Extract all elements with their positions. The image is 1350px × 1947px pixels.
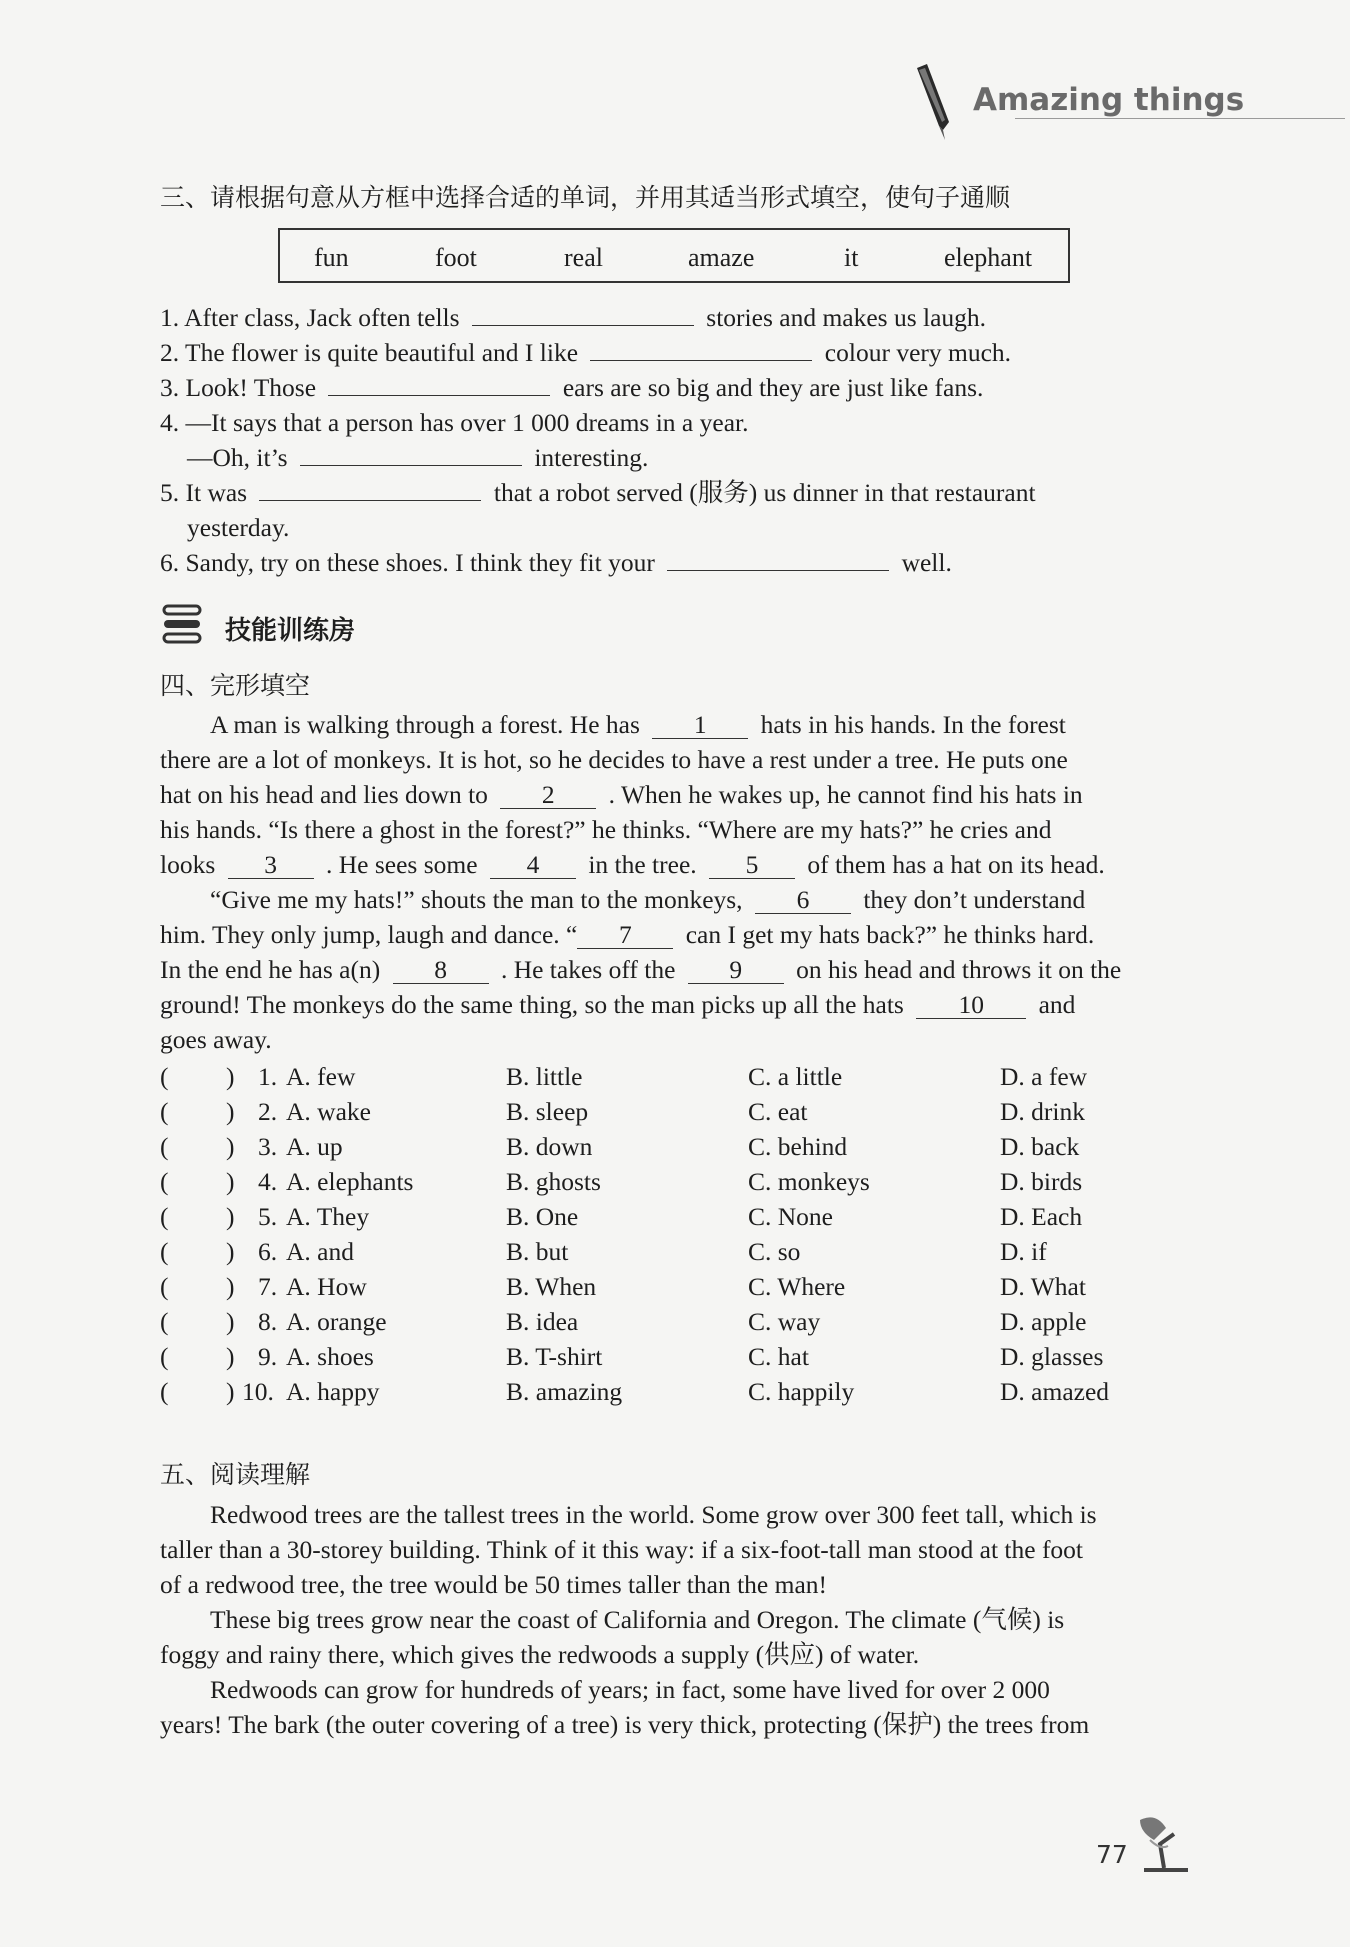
answer-bracket[interactable]: ( xyxy=(160,1167,169,1196)
answer-bracket[interactable]: ( xyxy=(160,1342,169,1371)
section-4-title: 四、完形填空 xyxy=(160,671,311,700)
answer-bracket[interactable]: ( xyxy=(160,1307,169,1336)
option-d[interactable]: D. a few xyxy=(1000,1062,1088,1091)
option-b[interactable]: B. idea xyxy=(506,1307,579,1336)
cloze-line: ground! The monkeys do the same thing, so the man picks up all the hats 10 and xyxy=(160,990,1076,1019)
option-a[interactable]: A. wake xyxy=(286,1097,371,1126)
option-a[interactable]: A. They xyxy=(286,1202,370,1231)
page-header xyxy=(905,62,1345,142)
option-d[interactable]: D. amazed xyxy=(1000,1377,1110,1406)
cloze-line: there are a lot of monkeys. It is hot, so he decides to have a rest under a tree. He puts one xyxy=(160,745,1068,774)
reading-line: taller than a 30-storey building. Think of it this way: if a six-foot-tall man stood at the foot xyxy=(160,1535,1084,1564)
option-d[interactable]: D. birds xyxy=(1000,1167,1083,1196)
reading-line: foggy and rainy there, which gives the redwoods a supply (供应) of water. xyxy=(160,1640,920,1669)
option-a[interactable]: A. few xyxy=(286,1062,356,1091)
option-d[interactable]: D. What xyxy=(1000,1272,1086,1301)
option-row: ( ) 2. A. wake B. sleep C. eat D. drink xyxy=(160,1097,1085,1126)
cloze-line: his hands. “Is there a ghost in the forest?” he thinks. “Where are my hats?” he cries and xyxy=(160,815,1052,844)
option-b[interactable]: B. but xyxy=(506,1237,569,1266)
cloze-line: hat on his head and lies down to 2 . When he wakes up, he cannot find his hats in xyxy=(160,780,1083,809)
header-rule xyxy=(1015,118,1345,119)
option-b[interactable]: B. little xyxy=(506,1062,583,1091)
word-box xyxy=(278,228,1070,283)
option-c[interactable]: C. Where xyxy=(748,1272,846,1301)
option-c[interactable]: C. eat xyxy=(748,1097,808,1126)
cloze-line: A man is walking through a forest. He has 1 hats in his hands. In the forest xyxy=(210,710,1066,739)
answer-blank[interactable] xyxy=(300,464,522,466)
option-d[interactable]: D. apple xyxy=(1000,1307,1087,1336)
section-5-title: 五、阅读理解 xyxy=(160,1460,311,1489)
option-c[interactable]: C. so xyxy=(748,1237,801,1266)
option-c[interactable]: C. hat xyxy=(748,1342,809,1371)
answer-bracket[interactable]: ( xyxy=(160,1377,169,1406)
word-box-item: amaze xyxy=(688,243,755,272)
word-box-item: foot xyxy=(435,243,477,272)
option-b[interactable]: B. T-shirt xyxy=(506,1342,603,1371)
option-d[interactable]: D. glasses xyxy=(1000,1342,1104,1371)
fill-in-item-1: 1. After class, Jack often tells stories and makes us laugh. xyxy=(160,303,987,332)
section-3-title: 三、请根据句意从方框中选择合适的单词，并用其适当形式填空，使句子通顺 xyxy=(160,183,1011,212)
cloze-blank[interactable]: 2 xyxy=(500,782,596,809)
option-c[interactable]: C. a little xyxy=(748,1062,843,1091)
skill-training-title: 技能训练房 xyxy=(225,616,356,646)
option-b[interactable]: B. down xyxy=(506,1132,593,1161)
header-title: Amazing things xyxy=(973,82,1245,118)
option-b[interactable]: B. ghosts xyxy=(506,1167,601,1196)
option-row: ( ) 5. A. They B. One C. None D. Each xyxy=(160,1202,1083,1231)
cloze-blank[interactable]: 10 xyxy=(916,992,1026,1019)
word-box-item: it xyxy=(844,243,859,272)
option-row: ( ) 4. A. elephants B. ghosts C. monkeys D. birds xyxy=(160,1167,1083,1196)
option-b[interactable]: B. amazing xyxy=(506,1377,623,1406)
fill-in-item-6: 6. Sandy, try on these shoes. I think they fit your well. xyxy=(160,548,952,577)
fill-in-item-4-reply: —Oh, it’s interesting. xyxy=(187,443,649,472)
cloze-line: In the end he has a(n) 8 . He takes off the 9 on his head and throws it on the xyxy=(160,955,1122,984)
answer-blank[interactable] xyxy=(667,569,889,571)
reading-line: Redwood trees are the tallest trees in the world. Some grow over 300 feet tall, which is xyxy=(210,1500,1097,1529)
option-d[interactable]: D. if xyxy=(1000,1237,1047,1266)
option-row: ( ) 10. A. happy B. amazing C. happily D. amazed xyxy=(160,1377,1110,1406)
option-a[interactable]: A. elephants xyxy=(286,1167,414,1196)
answer-blank[interactable] xyxy=(259,499,481,501)
option-b[interactable]: B. When xyxy=(506,1272,597,1301)
option-a[interactable]: A. shoes xyxy=(286,1342,374,1371)
option-a[interactable]: A. How xyxy=(286,1272,367,1301)
option-row: ( ) 8. A. orange B. idea C. way D. apple xyxy=(160,1307,1087,1336)
answer-blank[interactable] xyxy=(328,394,550,396)
cloze-blank[interactable]: 8 xyxy=(393,957,489,984)
option-c[interactable]: C. None xyxy=(748,1202,833,1231)
option-b[interactable]: B. One xyxy=(506,1202,579,1231)
word-box-item: elephant xyxy=(944,243,1033,272)
fill-in-item-2: 2. The flower is quite beautiful and I like colour very much. xyxy=(160,338,1012,367)
fill-in-item-5-cont: yesterday. xyxy=(187,513,290,542)
option-c[interactable]: C. behind xyxy=(748,1132,848,1161)
cloze-blank[interactable]: 1 xyxy=(652,712,748,739)
option-row: ( ) 6. A. and B. but C. so D. if xyxy=(160,1237,1047,1266)
skill-training-icon xyxy=(162,602,204,646)
pen-icon xyxy=(905,62,969,142)
reading-line: Redwoods can grow for hundreds of years; in fact, some have lived for over 2 000 xyxy=(210,1675,1050,1704)
answer-bracket[interactable]: ( xyxy=(160,1097,169,1126)
option-d[interactable]: D. Each xyxy=(1000,1202,1083,1231)
answer-bracket[interactable]: ( xyxy=(160,1062,169,1091)
cloze-blank[interactable]: 3 xyxy=(228,852,314,879)
option-a[interactable]: A. up xyxy=(286,1132,343,1161)
answer-bracket[interactable]: ( xyxy=(160,1202,169,1231)
fill-in-item-3: 3. Look! Those ears are so big and they are just like fans. xyxy=(160,373,984,402)
option-a[interactable]: A. orange xyxy=(286,1307,387,1336)
option-a[interactable]: A. happy xyxy=(286,1377,380,1406)
option-row: ( ) 7. A. How B. When C. Where D. What xyxy=(160,1272,1086,1301)
cloze-blank[interactable]: 6 xyxy=(755,887,851,914)
cloze-line: “Give me my hats!” shouts the man to the monkeys, 6 they don’t understand xyxy=(210,885,1086,914)
reading-line: years! The bark (the outer covering of a tree) is very thick, protecting (保护) the trees from xyxy=(160,1710,1090,1739)
option-d[interactable]: D. back xyxy=(1000,1132,1080,1161)
option-d[interactable]: D. drink xyxy=(1000,1097,1085,1126)
answer-blank[interactable] xyxy=(472,324,694,326)
desk-lamp-icon xyxy=(1130,1810,1196,1874)
option-a[interactable]: A. and xyxy=(286,1237,354,1266)
cloze-blank[interactable]: 5 xyxy=(709,852,795,879)
word-box-item: fun xyxy=(314,243,349,272)
option-c[interactable]: C. monkeys xyxy=(748,1167,870,1196)
cloze-line: looks 3 . He sees some 4 in the tree. 5 of them has a hat on its head. xyxy=(160,850,1105,879)
option-b[interactable]: B. sleep xyxy=(506,1097,589,1126)
reading-line: These big trees grow near the coast of California and Oregon. The climate (气候) is xyxy=(210,1605,1065,1634)
cloze-blank[interactable]: 7 xyxy=(577,922,673,949)
cloze-blank[interactable]: 4 xyxy=(490,852,576,879)
option-c[interactable]: C. happily xyxy=(748,1377,855,1406)
cloze-line: goes away. xyxy=(160,1025,272,1054)
page-number: 77 xyxy=(1096,1840,1128,1869)
cloze-blank[interactable]: 9 xyxy=(688,957,784,984)
word-box-item: real xyxy=(564,243,603,272)
answer-blank[interactable] xyxy=(590,359,812,361)
option-row: ( ) 9. A. shoes B. T-shirt C. hat D. glasses xyxy=(160,1342,1104,1371)
answer-bracket[interactable]: ( xyxy=(160,1132,169,1161)
option-c[interactable]: C. way xyxy=(748,1307,821,1336)
option-row: ( ) 1. A. few B. little C. a little D. a few xyxy=(160,1062,1088,1091)
fill-in-item-4: 4. —It says that a person has over 1 000 dreams in a year. xyxy=(160,408,749,437)
cloze-line: him. They only jump, laugh and dance. “ 7 can I get my hats back?” he thinks hard. xyxy=(160,920,1095,949)
reading-line: of a redwood tree, the tree would be 50 times taller than the man! xyxy=(160,1570,828,1599)
fill-in-item-5: 5. It was that a robot served (服务) us dinner in that restaurant xyxy=(160,478,1036,507)
answer-bracket[interactable]: ( xyxy=(160,1237,169,1266)
option-row: ( ) 3. A. up B. down C. behind D. back xyxy=(160,1132,1080,1161)
answer-bracket[interactable]: ( xyxy=(160,1272,169,1301)
